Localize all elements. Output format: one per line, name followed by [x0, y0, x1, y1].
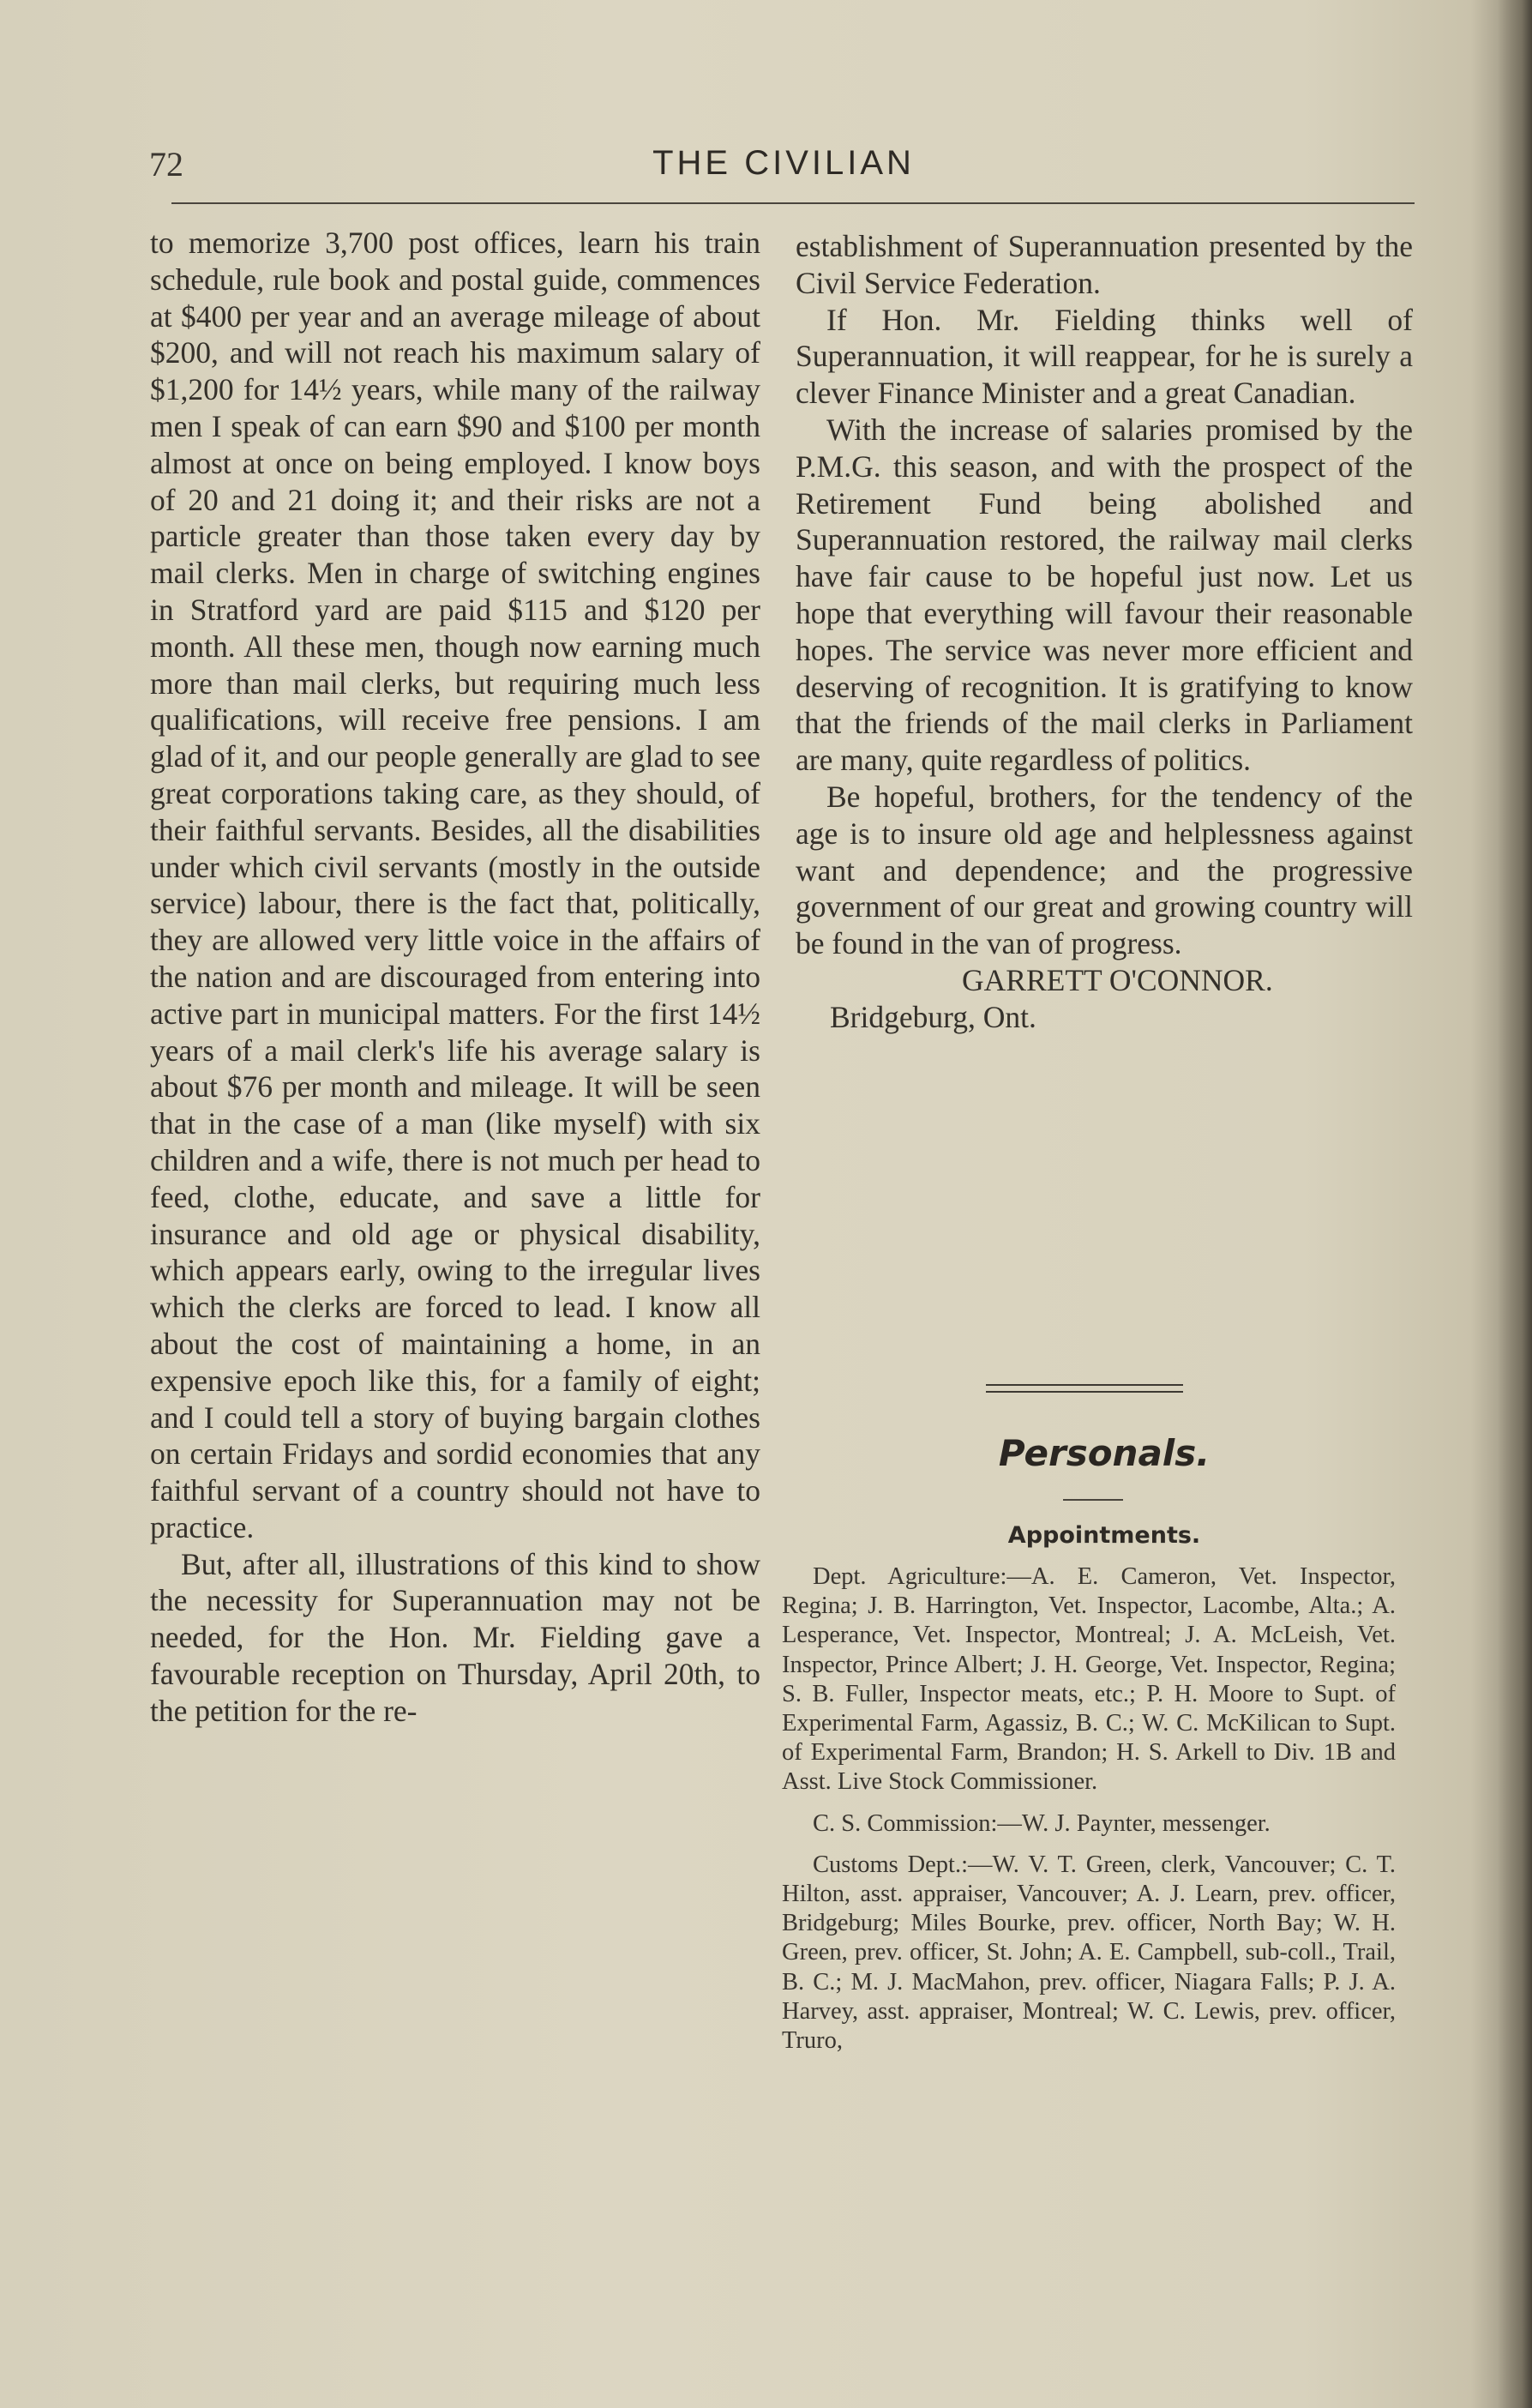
right-paragraph-3: With the increase of salaries promised by the P.M.G. this season, and with the prospect of the Retirement Fund being abolished and Superannuation restored, the railway mail clerks have fair cause to be hopeful just now. Let us hope that everything will favour their reasonable hopes. The service was never more efficient and deserving of recognition. It is gratifying to know that the friends of the mail clerks in Parliament are many, quite regardless of politics.	[796, 412, 1413, 778]
section-divider	[986, 1384, 1183, 1393]
appointments-subheading: Appointments.	[1007, 1522, 1201, 1549]
personals-heading: Personals.	[998, 1432, 1211, 1474]
appointment-entry-cs-commission: C. S. Commission:—W. J. Paynter, messenger.	[813, 1809, 1271, 1837]
signature-place: Bridgeburg, Ont.	[830, 999, 1036, 1034]
running-title: THE CIVILIAN	[652, 144, 915, 182]
right-paragraph-4: Be hopeful, brothers, for the tendency of the age is to insure old age and helplessness against want and dependence; and the progressive government of our great and growing country will be found in the van of progress.	[796, 779, 1413, 961]
appointment-entry-agriculture: Dept. Agriculture:—A. E. Cameron, Vet. Inspector, Regina; J. B. Harrington, Vet. Inspector, Lacombe, Alta.; A. Lesperance, Vet. Inspector, Montreal; J. A. McLeish, Vet. Inspector, Prince Albert; J. H. George, Vet. Inspector, Regina; S. B. Fuller, Inspector meats, etc.; P. H. Moore to Supt. of Experimental Farm, Agassiz, B. C.; W. C. McKilican to Supt. of Experimental Farm, Brandon; H. S. Arkell to Div. 1B and Asst. Live Stock Commissioner.	[782, 1563, 1396, 1796]
right-paragraph-1: establishment of Superannuation presented by the Civil Service Federation.	[796, 229, 1413, 300]
right-paragraph-2: If Hon. Mr. Fielding thinks well of Superannuation, it will reappear, for he is surely a clever Finance Minister and a great Canadian.	[796, 302, 1413, 411]
right-column	[796, 228, 1413, 1036]
signature-name: GARRETT O'CONNOR.	[962, 962, 1273, 997]
page-edge-shadow	[1498, 0, 1532, 2408]
appointment-entry-customs: Customs Dept.:—W. V. T. Green, clerk, Vancouver; C. T. Hilton, asst. appraiser, Vancouver; A. J. Learn, prev. officer, Bridgeburg; Miles Bourke, prev. officer, North Bay; W. H. Green, prev. officer, St. John; A. E. Campbell, sub-coll., Trail, B. C.; M. J. MacMahon, prev. officer, Niagara Falls; P. J. A. Harvey, asst. appraiser, Montreal; W. C. Lewis, prev. officer, Truro,	[782, 1851, 1396, 2055]
appointments-list	[782, 1562, 1396, 2056]
page-header	[149, 144, 1418, 196]
heading-rule	[1063, 1499, 1123, 1501]
page-number: 72	[149, 145, 183, 184]
left-column	[150, 225, 760, 1730]
left-paragraph-1: to memorize 3,700 post offices, learn his train schedule, rule book and postal guide, commences at $400 per year and an average mileage of about $200, and will not reach his maximum salary of $1,200 for 14½ years, while many of the railway men I speak of can earn $90 and $100 per month almost at once on being employed. I know boys of 20 and 21 doing it; and their risks are not a particle greater than those taken every day by mail clerks. Men in charge of switching engines in Stratford yard are paid $115 and $120 per month. All these men, though now earning much more than mail clerks, but requiring much less qualifications, will receive free pensions. I am glad of it, and our people generally are glad to see great corporations taking care, as they should, of their faithful servants. Besides, all the disabilities under which civil servants (mostly in the outside service) labour, there is the fact that, politically, they are allowed very little voice in the affairs of the nation and are discouraged from entering into active part in municipal matters. For the first 14½ years of a mail clerk's life his average salary is about $76 per month and mileage. It will be seen that in the case of a man (like myself) with six children and a wife, there is not much per head to feed, clothe, educate, and save a little for insurance and old age or physical disability, which appears early, owing to the irregular lives which the clerks are forced to lead. I know all about the cost of maintaining a home, in an expensive epoch like this, for a family of eight; and I could tell a story of buying bargain clothes on certain Fridays and sordid economies that any faithful servant of a country should not have to practice.	[150, 226, 760, 1544]
header-rule	[171, 202, 1415, 204]
left-paragraph-2: But, after all, illustrations of this kind to show the necessity for Superannuation may not be needed, for the Hon. Mr. Fielding gave a favourable reception on Thursday, April 20th, to the petition for the re-	[150, 1546, 760, 1728]
